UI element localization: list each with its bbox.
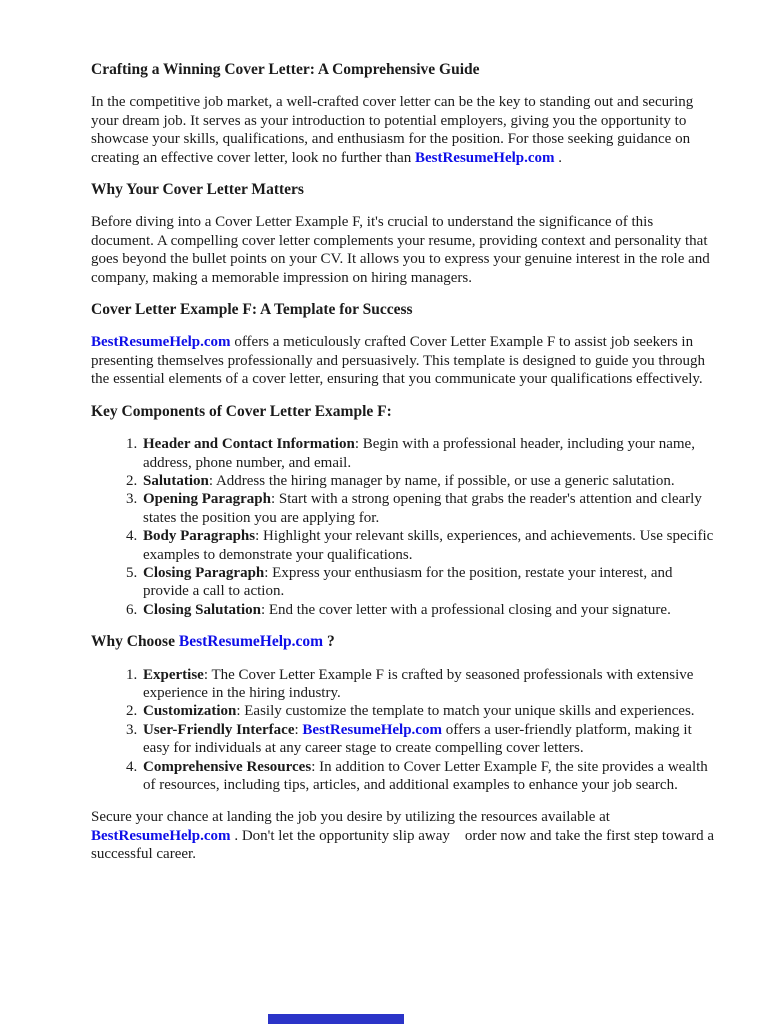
item-label: Customization (143, 703, 237, 720)
list-item (141, 490, 717, 527)
item-text: : The Cover Letter Example F is crafted by seasoned professionals with extensive experience in the hiring industry. (143, 666, 694, 701)
closing-text-mid: . Don't let the opportunity slip away (230, 827, 450, 844)
closing-text: Secure your chance at landing the job you desire by utilizing the resources available at (91, 809, 610, 826)
intro-paragraph (91, 93, 717, 167)
item-text: : Highlight your relevant skills, experiences, and achievements. Use specific examples to demonstrate your qualifications. (143, 528, 714, 563)
list-item (141, 758, 717, 795)
bestresumehelp-link[interactable]: BestResumeHelp.com (414, 149, 555, 166)
section-heading-key-components: Key Components of Cover Letter Example F: (91, 402, 392, 420)
item-label: Closing Paragraph (143, 564, 265, 581)
item-label: Salutation (143, 472, 209, 489)
item-text: : End the cover letter with a professional closing and your signature. (260, 601, 671, 618)
closing-paragraph (91, 808, 717, 863)
template-paragraph (91, 333, 717, 388)
item-text: offers a user-friendly platform, making it easy for individuals at any career stage to create compelling cover letters. (143, 721, 692, 757)
intro-text-end: . (554, 149, 563, 166)
item-label: Body Paragraphs (143, 528, 256, 545)
item-label: Expertise (143, 666, 204, 683)
intro-text: In the competitive job market, a well-crafted cover letter can be the key to standing out and securing your dream job. It serves as your introduction to potential employers, giving you the opportunity to showcase your skills, qualifications, and enthusiasm for the position. For those seeking guidance on creating an effective cover letter, look no further than (91, 94, 694, 166)
bestresumehelp-link[interactable]: BestResumeHelp.com (91, 334, 231, 351)
section-heading-why-choose (91, 633, 717, 651)
bestresumehelp-link[interactable]: BestResumeHelp.com (178, 633, 324, 651)
video-progress-bar[interactable] (268, 1014, 404, 1024)
why-choose-list (91, 666, 717, 795)
item-text: : Express your enthusiasm for the position, restate your interest, and provide a call to action. (143, 564, 673, 600)
section-heading-why-matters: Why Your Cover Letter Matters (91, 181, 304, 199)
list-item (141, 435, 717, 472)
item-label: Header and Contact Information (143, 436, 355, 453)
list-item (141, 564, 717, 601)
bestresumehelp-link[interactable]: BestResumeHelp.com (91, 827, 231, 844)
item-separator: : (294, 721, 303, 738)
key-components-list (91, 435, 717, 619)
section-heading-template: Cover Letter Example F: A Template for Success (91, 301, 413, 319)
list-item (141, 721, 717, 758)
item-label: Closing Salutation (143, 601, 261, 618)
heading-text-end: ? (323, 633, 335, 651)
item-text: : Address the hiring manager by name, if possible, or use a generic salutation. (208, 472, 675, 489)
list-item (141, 702, 717, 720)
why-matters-paragraph: Before diving into a Cover Letter Example F, it's crucial to understand the significance of this document. A compelling cover letter complements your resume, providing context and personality that goes beyond the bullet points on your CV. It allows you to express your genuine interest in the role and company, making a memorable impression on hiring managers. (91, 214, 710, 286)
item-text: : In addition to Cover Letter Example F, the site provides a wealth of resources, including tips, articles, and additional examples to enhance your job search. (143, 758, 708, 793)
heading-text: Why Choose (91, 633, 179, 651)
closing-text-end: order now and take the first step toward a successful career. (91, 827, 714, 863)
item-label: Opening Paragraph (143, 491, 271, 508)
item-text: : Easily customize the template to match your unique skills and experiences. (236, 703, 695, 720)
list-item (141, 601, 717, 619)
list-item (141, 666, 717, 703)
item-text: : Begin with a professional header, including your name, address, phone number, and email. (143, 436, 695, 471)
page-title: Crafting a Winning Cover Letter: A Comprehensive Guide (91, 61, 480, 78)
item-label: Comprehensive Resources (143, 758, 312, 775)
bestresumehelp-link[interactable]: BestResumeHelp.com (302, 721, 442, 738)
item-text: : Start with a strong opening that grabs the reader's attention and clearly states the position you are applying for. (143, 491, 702, 526)
template-text: offers a meticulously crafted Cover Letter Example F to assist job seekers in presenting themselves professionally and persuasively. This template is designed to guide you through the essential elements of a cover letter, ensuring that you communicate your qualifications effectively. (91, 334, 706, 388)
item-label: User-Friendly Interface (143, 721, 295, 738)
list-item (141, 472, 717, 490)
list-item (141, 527, 717, 564)
